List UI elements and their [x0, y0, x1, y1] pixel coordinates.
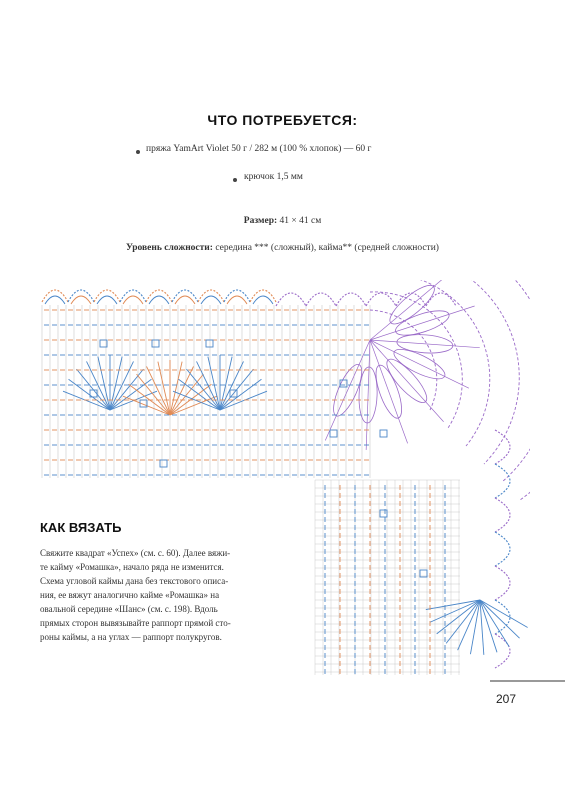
stitch-square — [380, 510, 387, 517]
scallop — [227, 296, 247, 304]
scallop — [426, 293, 456, 306]
petal-line — [325, 340, 370, 440]
scallop — [97, 296, 117, 304]
instructions-line: ния, ее вяжут аналогично кайме «Ромашка» на — [40, 590, 220, 600]
fan-spoke — [63, 391, 110, 410]
scallop — [175, 296, 195, 304]
fan-spoke — [430, 600, 480, 622]
materials-heading: ЧТО ПОТРЕБУЕТСЯ: — [207, 112, 358, 128]
fan-spoke — [220, 391, 267, 410]
difficulty-label: Уровень сложности: — [126, 243, 213, 253]
stitch-square — [330, 430, 337, 437]
scallop — [149, 296, 169, 304]
material-item-yarn: пряжа YamArt Violet 50 г / 282 м (100 % хлопок) — 60 г — [146, 144, 372, 154]
bullet-icon — [233, 178, 237, 182]
scallop — [45, 296, 65, 304]
bullet-icon — [136, 150, 140, 154]
difficulty-value: середина *** (сложный), кайма** (средней сложности) — [215, 243, 439, 253]
scallop — [495, 634, 510, 668]
scallop — [306, 293, 336, 306]
instructions-line: овальной середине «Шанс» (см. с. 198). Вдоль — [40, 604, 218, 614]
scallop — [495, 498, 510, 532]
scallop — [495, 464, 510, 498]
scallop — [123, 296, 143, 304]
scallop — [201, 296, 221, 304]
stitch-square — [160, 460, 167, 467]
instructions-text — [40, 546, 272, 644]
size-label: Размер: — [243, 216, 278, 226]
scallop — [336, 293, 366, 306]
scallop — [253, 296, 273, 304]
corner-arc — [370, 292, 462, 428]
stitch-square — [206, 340, 213, 347]
instructions-line: роны каймы, а на углах — раппорт полукругов. — [40, 632, 222, 642]
material-item-hook: крючок 1,5 мм — [244, 172, 303, 182]
instructions-line: Свяжите квадрат «Успех» (см. с. 60). Далее вяжи- — [40, 548, 231, 558]
stitch-square — [152, 340, 159, 347]
instructions-line: прямых сторон вывязывайте раппорт прямой сто- — [40, 618, 231, 628]
size-line — [0, 216, 565, 226]
petal-line — [370, 340, 444, 422]
petal-line — [370, 280, 454, 340]
scallop — [276, 293, 306, 306]
scallop — [366, 293, 396, 306]
petal-line — [366, 340, 370, 450]
corner-arc — [370, 280, 530, 518]
scallop — [71, 296, 91, 304]
fan-spoke — [470, 600, 480, 654]
scallop — [495, 430, 510, 464]
corner-arc — [370, 280, 490, 446]
instructions-line: те кайму «Ромашка», начало ряда не изменится. — [40, 562, 224, 572]
corner-arc — [370, 280, 530, 500]
difficulty-line — [0, 243, 565, 253]
page-number: 207 — [496, 692, 517, 706]
corner-arc — [370, 280, 519, 464]
fan-spoke — [458, 600, 480, 650]
size-value: 41 × 41 см — [279, 216, 322, 226]
fan-spoke — [480, 600, 484, 655]
scallop — [495, 532, 510, 566]
instructions-heading: КАК ВЯЗАТЬ — [40, 520, 122, 535]
instructions-line: Схема угловой каймы дана без текстового описа- — [40, 576, 229, 586]
page-number-rule — [490, 680, 565, 682]
stitch-square — [380, 430, 387, 437]
scallop — [495, 566, 510, 600]
